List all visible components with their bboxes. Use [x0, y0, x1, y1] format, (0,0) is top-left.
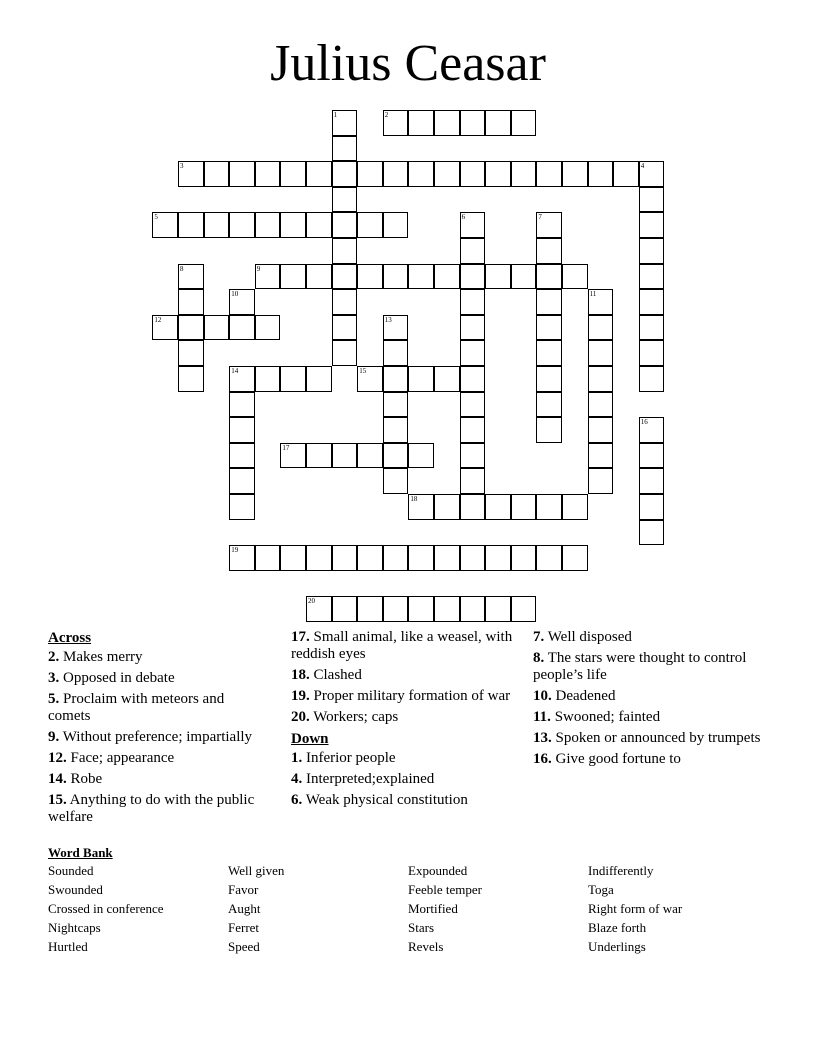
grid-cell[interactable]: [383, 596, 409, 622]
down-heading: Down: [291, 731, 329, 747]
grid-cell[interactable]: [460, 443, 486, 469]
grid-cell[interactable]: [280, 545, 306, 571]
grid-cell[interactable]: [588, 340, 614, 366]
grid-cell[interactable]: [639, 468, 665, 494]
clue-number-label: 15.: [48, 792, 67, 808]
clue-number-label: 17.: [291, 629, 310, 645]
grid-cell[interactable]: [511, 545, 537, 571]
grid-cell[interactable]: [536, 212, 562, 238]
grid-cell[interactable]: [460, 238, 486, 264]
grid-cell[interactable]: [383, 161, 409, 187]
clue-number-label: 11.: [533, 709, 551, 725]
grid-cell[interactable]: [511, 494, 537, 520]
word-bank-entry: Indifferently: [588, 863, 654, 878]
word-bank-entry: Revels: [408, 939, 444, 954]
grid-cell[interactable]: [536, 392, 562, 418]
grid-cell[interactable]: [639, 289, 665, 315]
down-clue-list: [291, 750, 519, 809]
grid-cell[interactable]: [460, 212, 486, 238]
grid-cell[interactable]: [536, 417, 562, 443]
grid-cell[interactable]: [332, 264, 358, 290]
clue: [48, 792, 270, 826]
clue: [291, 709, 519, 726]
grid-cell[interactable]: [460, 366, 486, 392]
grid-cell[interactable]: [485, 110, 511, 136]
clues-column-1: [48, 629, 270, 830]
grid-cell[interactable]: [408, 443, 434, 469]
clue-number: 13: [384, 315, 392, 324]
grid-cell[interactable]: [639, 443, 665, 469]
clue-number: 8: [180, 264, 184, 273]
clue: [48, 771, 270, 788]
grid-cell[interactable]: [332, 596, 358, 622]
clue-text: Spoken or announced by trumpets: [551, 730, 761, 746]
clue-number: 6: [461, 213, 466, 222]
clue: [291, 629, 519, 663]
grid-cell[interactable]: [460, 264, 486, 290]
grid-cell[interactable]: [280, 212, 306, 238]
grid-cell[interactable]: [588, 315, 614, 341]
grid-cell[interactable]: [536, 545, 562, 571]
grid-cell[interactable]: [178, 340, 204, 366]
grid-cell[interactable]: [613, 161, 639, 187]
grid-cell[interactable]: [639, 212, 665, 238]
grid-cell[interactable]: [639, 340, 665, 366]
grid-cell[interactable]: [255, 315, 281, 341]
grid-cell[interactable]: [229, 417, 255, 443]
grid-cell[interactable]: [460, 315, 486, 341]
grid-cell[interactable]: [588, 443, 614, 469]
clue-text: Weak physical constitution: [302, 792, 468, 808]
clue: [291, 750, 519, 767]
grid-cell[interactable]: [536, 238, 562, 264]
grid-cell[interactable]: [178, 264, 204, 290]
grid-cell[interactable]: [511, 596, 537, 622]
clue-number-label: 5.: [48, 691, 60, 707]
clue-text: Inferior people: [302, 750, 396, 766]
clue-number: 19: [231, 546, 239, 555]
clue: [48, 691, 270, 725]
grid-cell[interactable]: [306, 366, 332, 392]
clue-number: 15: [359, 367, 367, 375]
grid-cell[interactable]: [383, 340, 409, 366]
grid-cell[interactable]: [357, 545, 383, 571]
grid-cell[interactable]: [332, 315, 358, 341]
grid-cell[interactable]: [229, 468, 255, 494]
word-bank-entry: Sounded: [48, 863, 94, 878]
grid-cell[interactable]: [280, 366, 306, 392]
word-bank-entry: Aught: [228, 901, 261, 916]
clue-number: 12: [154, 315, 162, 324]
grid-cell[interactable]: [639, 315, 665, 341]
grid-cell[interactable]: [383, 315, 409, 341]
grid-cell[interactable]: [639, 264, 665, 290]
grid-cell[interactable]: [152, 212, 178, 238]
grid-cell[interactable]: [536, 264, 562, 290]
word-bank-entry: Nightcaps: [48, 920, 101, 935]
grid-cell[interactable]: [460, 494, 486, 520]
grid-cell[interactable]: [511, 161, 537, 187]
grid-cell[interactable]: [408, 494, 434, 520]
grid-cell[interactable]: [434, 596, 460, 622]
grid-cell[interactable]: [536, 340, 562, 366]
grid-cell[interactable]: [536, 315, 562, 341]
grid-cell[interactable]: [485, 161, 511, 187]
grid-cell[interactable]: [639, 238, 665, 264]
word-bank-entry: Blaze forth: [588, 920, 647, 935]
grid-cell[interactable]: [383, 212, 409, 238]
grid-cell[interactable]: [204, 161, 230, 187]
clue: [533, 709, 763, 726]
word-bank-entry: Stars: [408, 920, 434, 935]
word-bank-entry: Feeble temper: [408, 882, 482, 897]
clue: [48, 670, 270, 687]
grid-cell[interactable]: [639, 187, 665, 213]
grid-cell[interactable]: [588, 392, 614, 418]
grid-cell[interactable]: [562, 264, 588, 290]
grid-cell[interactable]: [229, 392, 255, 418]
across-clue-list: [48, 649, 270, 826]
grid-cell[interactable]: [178, 315, 204, 341]
grid-cell[interactable]: [383, 392, 409, 418]
grid-cell[interactable]: [460, 340, 486, 366]
clue-number-label: 12.: [48, 750, 67, 766]
clue-number: 17: [282, 443, 290, 452]
grid-cell[interactable]: [255, 545, 281, 571]
grid-cell[interactable]: [255, 212, 281, 238]
word-bank-entry: Ferret: [228, 920, 260, 935]
word-bank-entry: Swounded: [48, 882, 103, 897]
grid-cell[interactable]: [280, 443, 306, 469]
clue-number: 14: [231, 367, 239, 375]
clue: [48, 750, 270, 767]
clue-text: The stars were thought to control people’s life: [533, 650, 747, 683]
clue: [533, 751, 763, 768]
grid-cell[interactable]: [178, 289, 204, 315]
grid-cell[interactable]: [383, 366, 409, 392]
grid-cell[interactable]: [229, 315, 255, 341]
clue-text: Interpreted;explained: [302, 771, 435, 787]
clue-number-label: 14.: [48, 771, 67, 787]
grid-cell[interactable]: [357, 264, 383, 290]
word-bank-entry: Expounded: [408, 863, 468, 878]
grid-cell[interactable]: [306, 161, 332, 187]
clue-number: 7: [538, 213, 542, 222]
grid-cell[interactable]: [255, 264, 281, 290]
word-bank-entry: Speed: [228, 939, 260, 954]
grid-cell[interactable]: [332, 289, 358, 315]
clue-number-label: 2.: [48, 649, 60, 665]
clues-column-3: [533, 629, 763, 772]
grid-cell[interactable]: [229, 545, 255, 571]
grid-cell[interactable]: [460, 417, 486, 443]
grid-cell[interactable]: [460, 468, 486, 494]
grid-cell[interactable]: [536, 289, 562, 315]
grid-cell[interactable]: [332, 443, 358, 469]
grid-cell[interactable]: [332, 340, 358, 366]
grid-cell[interactable]: [460, 110, 486, 136]
clue-text: Proclaim with meteors and comets: [48, 691, 225, 724]
clue-number: 9: [256, 264, 261, 273]
grid-cell[interactable]: [306, 545, 332, 571]
grid-cell[interactable]: [434, 264, 460, 290]
clue-number-label: 16.: [533, 751, 552, 767]
grid-cell[interactable]: [536, 161, 562, 187]
grid-cell[interactable]: [460, 289, 486, 315]
clue-number-label: 3.: [48, 670, 60, 686]
grid-cell[interactable]: [639, 161, 665, 187]
grid-cell[interactable]: [229, 494, 255, 520]
grid-cell[interactable]: [588, 161, 614, 187]
clue: [291, 667, 519, 684]
clue-number: 2: [384, 111, 389, 119]
clue-number-label: 20.: [291, 709, 310, 725]
grid-cell[interactable]: [178, 161, 204, 187]
grid-cell[interactable]: [434, 494, 460, 520]
clue-number-label: 18.: [291, 667, 310, 683]
clue-text: Deadened: [551, 688, 616, 704]
clue-text: Robe: [66, 771, 103, 787]
grid-cell[interactable]: [152, 315, 178, 341]
clue: [291, 771, 519, 788]
grid-cell[interactable]: [562, 494, 588, 520]
puzzle-title: Julius Ceasar: [270, 35, 546, 92]
clue-text: Makes merry: [59, 649, 143, 665]
clue-number-label: 6.: [291, 792, 303, 808]
grid-cell[interactable]: [383, 545, 409, 571]
clue-number-label: 4.: [291, 771, 303, 787]
clue-text: Face; appearance: [66, 750, 175, 766]
grid-cell[interactable]: [357, 366, 383, 392]
down-clue-list-continued: [533, 629, 763, 768]
grid-cell[interactable]: [306, 264, 332, 290]
clue: [533, 730, 763, 747]
word-bank-entry: Right form of war: [588, 901, 683, 916]
grid-cell[interactable]: [229, 289, 255, 315]
grid-cell[interactable]: [306, 596, 332, 622]
clue-text: Give good fortune to: [551, 751, 681, 767]
grid-cell[interactable]: [460, 596, 486, 622]
grid-cell[interactable]: [332, 545, 358, 571]
grid-cell[interactable]: [332, 238, 358, 264]
clue-text: Without preference; impartially: [59, 729, 253, 745]
grid-cell[interactable]: [485, 545, 511, 571]
grid-cell[interactable]: [588, 417, 614, 443]
grid-cell[interactable]: [434, 545, 460, 571]
clue-text: Anything to do with the public welfare: [48, 792, 255, 825]
grid-cell[interactable]: [280, 161, 306, 187]
clue-number: 1: [333, 111, 338, 119]
grid-cell[interactable]: [408, 596, 434, 622]
grid-cell[interactable]: [460, 161, 486, 187]
grid-cell[interactable]: [485, 494, 511, 520]
clue: [291, 792, 519, 809]
grid-cell[interactable]: [383, 264, 409, 290]
grid-cell[interactable]: [280, 264, 306, 290]
clue-number: 18: [410, 495, 418, 503]
grid-cell[interactable]: [536, 494, 562, 520]
clue-number: 4: [640, 162, 645, 171]
grid-cell[interactable]: [357, 212, 383, 238]
grid-cell[interactable]: [383, 468, 409, 494]
word-bank-entry: Mortified: [408, 901, 458, 916]
grid-cell[interactable]: [460, 545, 486, 571]
grid-cell[interactable]: [383, 417, 409, 443]
clue-text: Well disposed: [544, 629, 632, 645]
clue-text: Opposed in debate: [59, 670, 175, 686]
clue-number-label: 7.: [533, 629, 545, 645]
clue: [291, 688, 519, 705]
grid-cell[interactable]: [204, 212, 230, 238]
grid-cell[interactable]: [434, 110, 460, 136]
clue-number-label: 19.: [291, 688, 310, 704]
word-bank: [48, 845, 788, 955]
grid-cell[interactable]: [639, 494, 665, 520]
grid-cell[interactable]: [229, 443, 255, 469]
word-bank-grid: [48, 863, 788, 955]
grid-cell[interactable]: [332, 110, 358, 136]
clue-text: Clashed: [309, 667, 362, 683]
grid-cell[interactable]: [306, 212, 332, 238]
clue-number: 5: [154, 213, 158, 222]
grid-cell[interactable]: [332, 136, 358, 162]
word-bank-entry: Underlings: [588, 939, 646, 954]
clue-number-label: 8.: [533, 650, 545, 666]
word-bank-entry: Hurtled: [48, 939, 88, 954]
across-clue-list-continued: [291, 629, 519, 726]
grid-cell[interactable]: [588, 366, 614, 392]
clue-number-label: 13.: [533, 730, 552, 746]
clue-text: Swooned; fainted: [550, 709, 661, 725]
grid-cell[interactable]: [434, 366, 460, 392]
grid-cell[interactable]: [178, 366, 204, 392]
word-bank-heading: Word Bank: [48, 845, 113, 860]
clue-number: 16: [640, 418, 648, 427]
grid-cell[interactable]: [229, 212, 255, 238]
grid-cell[interactable]: [357, 443, 383, 469]
grid-cell[interactable]: [511, 264, 537, 290]
word-bank-entry: Well given: [228, 863, 285, 878]
grid-cell[interactable]: [485, 596, 511, 622]
grid-cell[interactable]: [255, 161, 281, 187]
grid-cell[interactable]: [332, 212, 358, 238]
grid-cell[interactable]: [536, 366, 562, 392]
grid-cell[interactable]: [408, 264, 434, 290]
clue-text: Small animal, like a weasel, with reddish eyes: [291, 629, 513, 662]
grid-cell[interactable]: [204, 315, 230, 341]
grid-cell[interactable]: [383, 443, 409, 469]
grid-cell[interactable]: [639, 366, 665, 392]
grid-cell[interactable]: [229, 366, 255, 392]
clue-number-label: 1.: [291, 750, 303, 766]
grid-cell[interactable]: [332, 161, 358, 187]
clue-number-label: 10.: [533, 688, 552, 704]
grid-cell[interactable]: [357, 161, 383, 187]
clue-number: 3: [180, 162, 184, 171]
clue-text: Workers; caps: [309, 709, 399, 725]
clue: [533, 650, 763, 684]
grid-cell[interactable]: [332, 187, 358, 213]
grid-cell[interactable]: [562, 161, 588, 187]
clue-number: 10: [231, 290, 239, 299]
grid-cell[interactable]: [178, 212, 204, 238]
grid-cell[interactable]: [588, 289, 614, 315]
grid-cell[interactable]: [408, 110, 434, 136]
grid-cell[interactable]: [229, 161, 255, 187]
clues-column-2: [291, 629, 519, 813]
grid-cell[interactable]: [639, 520, 665, 546]
clue: [48, 649, 270, 666]
grid-cell[interactable]: [255, 366, 281, 392]
grid-cell[interactable]: [408, 161, 434, 187]
grid-cell[interactable]: [511, 110, 537, 136]
grid-cell[interactable]: [639, 417, 665, 443]
grid-cell[interactable]: [408, 366, 434, 392]
word-bank-entry: Toga: [588, 882, 614, 897]
clue: [48, 729, 270, 746]
clue: [533, 688, 763, 705]
across-heading: Across: [48, 630, 92, 646]
grid-cell[interactable]: [460, 392, 486, 418]
grid-cell[interactable]: [357, 596, 383, 622]
grid-cell[interactable]: [588, 468, 614, 494]
grid-cell[interactable]: [485, 264, 511, 290]
clue-number: 11: [589, 290, 597, 299]
grid-cell[interactable]: [383, 110, 409, 136]
clue-number-label: 9.: [48, 729, 60, 745]
grid-cell[interactable]: [562, 545, 588, 571]
word-bank-entry: Crossed in conference: [48, 901, 164, 916]
word-bank-entry: Favor: [228, 882, 259, 897]
clue: [533, 629, 763, 646]
grid-cell[interactable]: [408, 545, 434, 571]
clue-number: 20: [308, 597, 315, 606]
clue-text: Proper military formation of war: [309, 688, 511, 704]
grid-cell[interactable]: [434, 161, 460, 187]
grid-cell[interactable]: [306, 443, 332, 469]
